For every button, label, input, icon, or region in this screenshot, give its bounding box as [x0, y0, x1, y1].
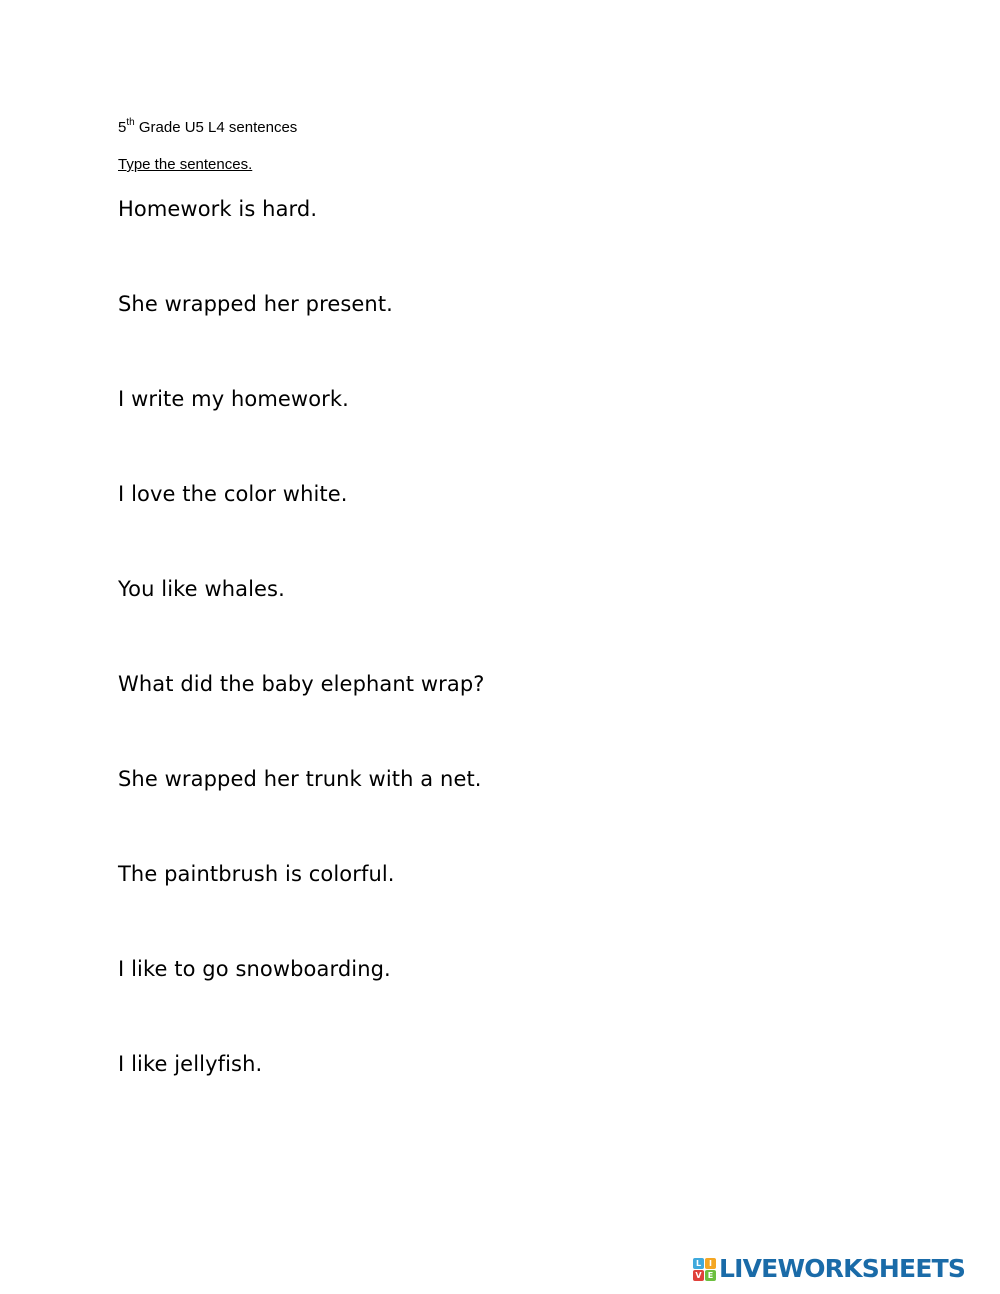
grade-number: 5 — [118, 119, 127, 136]
sentence-8: The paintbrush is colorful. — [118, 862, 395, 886]
sentence-7: She wrapped her trunk with a net. — [118, 767, 482, 791]
logo-mark-l: L — [693, 1258, 704, 1269]
sentence-3: I write my homework. — [118, 387, 349, 411]
sentence-2: She wrapped her present. — [118, 292, 393, 316]
title-rest: Grade U5 L4 sentences — [134, 119, 298, 136]
sentence-4: I love the color white. — [118, 482, 348, 506]
sentence-9: I like to go snowboarding. — [118, 957, 391, 981]
logo-mark-i: I — [705, 1258, 716, 1269]
sentence-6: What did the baby elephant wrap? — [118, 672, 485, 696]
worksheet-title — [118, 118, 297, 138]
sentence-10: I like jellyfish. — [118, 1052, 263, 1076]
sentence-1: Homework is hard. — [118, 197, 318, 221]
liveworksheets-logo — [693, 1254, 965, 1284]
logo-mark-e: E — [705, 1270, 716, 1281]
liveworksheets-logo-icon — [693, 1258, 716, 1281]
grade-suffix: th — [126, 117, 135, 128]
instruction-text: Type the sentences. — [118, 156, 253, 173]
logo-mark-v: V — [693, 1270, 704, 1281]
sentence-5: You like whales. — [118, 577, 285, 601]
liveworksheets-logo-text: LIVEWORKSHEETS — [719, 1254, 966, 1283]
